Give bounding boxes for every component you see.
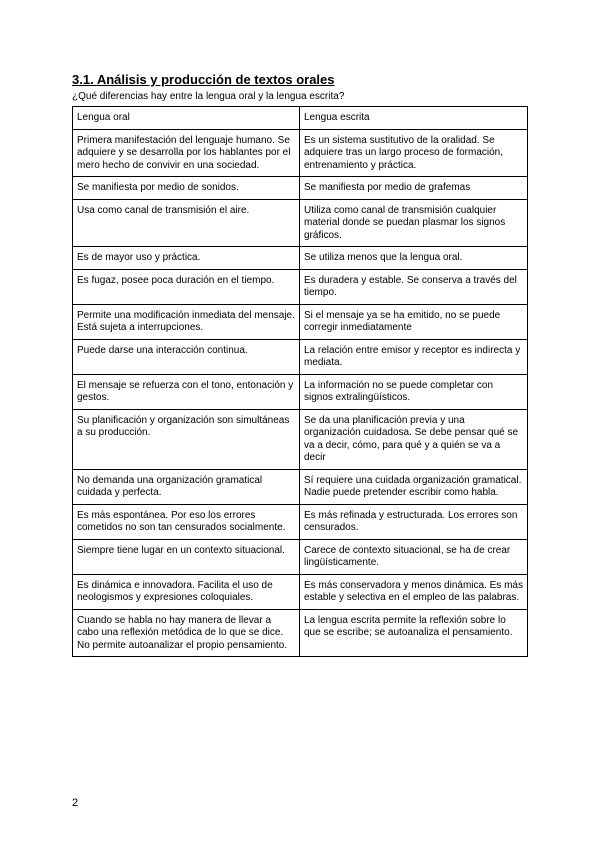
table-header-row bbox=[73, 107, 528, 130]
cell-escrita: Sí requiere una cuidada organización gramatical. Nadie puede pretender escribir como habla. bbox=[300, 469, 528, 504]
cell-escrita: Se manifiesta por medio de grafemas bbox=[300, 177, 528, 200]
cell-oral: Se manifiesta por medio de sonidos. bbox=[73, 177, 300, 200]
table-row bbox=[73, 269, 528, 304]
cell-escrita: La relación entre emisor y receptor es indirecta y mediata. bbox=[300, 339, 528, 374]
cell-oral: Permite una modificación inmediata del mensaje. Está sujeta a interrupciones. bbox=[73, 304, 300, 339]
header-lengua-oral: Lengua oral bbox=[73, 107, 300, 130]
cell-oral: No demanda una organización gramatical cuidada y perfecta. bbox=[73, 469, 300, 504]
table-row bbox=[73, 339, 528, 374]
cell-escrita: La lengua escrita permite la reflexión sobre lo que se escribe; se autoanaliza el pensamiento. bbox=[300, 609, 528, 657]
cell-oral: Puede darse una interacción continua. bbox=[73, 339, 300, 374]
cell-escrita: Es duradera y estable. Se conserva a través del tiempo. bbox=[300, 269, 528, 304]
table-row bbox=[73, 199, 528, 247]
table-row bbox=[73, 574, 528, 609]
cell-oral: Es de mayor uso y práctica. bbox=[73, 247, 300, 270]
cell-escrita: Se da una planificación previa y una organización cuidadosa. Se debe pensar qué se va a decir, cómo, para qué y a quién se va a decir bbox=[300, 409, 528, 469]
cell-oral: Es dinámica e innovadora. Facilita el uso de neologismos y expresiones coloquiales. bbox=[73, 574, 300, 609]
cell-escrita: Carece de contexto situacional, se ha de crear lingüísticamente. bbox=[300, 539, 528, 574]
header-lengua-escrita: Lengua escrita bbox=[300, 107, 528, 130]
cell-oral: Es fugaz, posee poca duración en el tiempo. bbox=[73, 269, 300, 304]
cell-escrita: Es más refinada y estructurada. Los errores son censurados. bbox=[300, 504, 528, 539]
table-row bbox=[73, 129, 528, 177]
table-row bbox=[73, 177, 528, 200]
table-row bbox=[73, 539, 528, 574]
cell-oral: Su planificación y organización son simultáneas a su producción. bbox=[73, 409, 300, 469]
table-row bbox=[73, 374, 528, 409]
cell-escrita: Es un sistema sustitutivo de la oralidad. Se adquiere tras un largo proceso de formación, entrenamiento y práctica. bbox=[300, 129, 528, 177]
table-row bbox=[73, 409, 528, 469]
page-number: 2 bbox=[72, 797, 79, 809]
cell-oral: Primera manifestación del lenguaje humano. Se adquiere y se desarrolla por los hablantes por el mero hecho de convivir en una sociedad. bbox=[73, 129, 300, 177]
cell-oral: Cuando se habla no hay manera de llevar a cabo una reflexión metódica de lo que se dice. No permite autoanalizar el propio pensamiento. bbox=[73, 609, 300, 657]
cell-oral: El mensaje se refuerza con el tono, entonación y gestos. bbox=[73, 374, 300, 409]
comparison-table bbox=[72, 106, 528, 657]
cell-oral: Siempre tiene lugar en un contexto situacional. bbox=[73, 539, 300, 574]
cell-oral: Es más espontánea. Por eso los errores cometidos no son tan censurados socialmente. bbox=[73, 504, 300, 539]
table-row bbox=[73, 304, 528, 339]
cell-escrita: Si el mensaje ya se ha emitido, no se puede corregir inmediatamente bbox=[300, 304, 528, 339]
table-row bbox=[73, 247, 528, 270]
table-row bbox=[73, 609, 528, 657]
table-row bbox=[73, 504, 528, 539]
section-title: 3.1. Análisis y producción de textos orales bbox=[72, 72, 335, 87]
cell-escrita: La información no se puede completar con signos extralingüísticos. bbox=[300, 374, 528, 409]
cell-escrita: Se utiliza menos que la lengua oral. bbox=[300, 247, 528, 270]
section-question: ¿Qué diferencias hay entre la lengua oral y la lengua escrita? bbox=[72, 91, 345, 102]
table-row bbox=[73, 469, 528, 504]
cell-escrita: Es más conservadora y menos dinámica. Es más estable y selectiva en el empleo de las palabras. bbox=[300, 574, 528, 609]
cell-oral: Usa como canal de transmisión el aire. bbox=[73, 199, 300, 247]
cell-escrita: Utiliza como canal de transmisión cualquier material donde se puedan plasmar los signos gráficos. bbox=[300, 199, 528, 247]
